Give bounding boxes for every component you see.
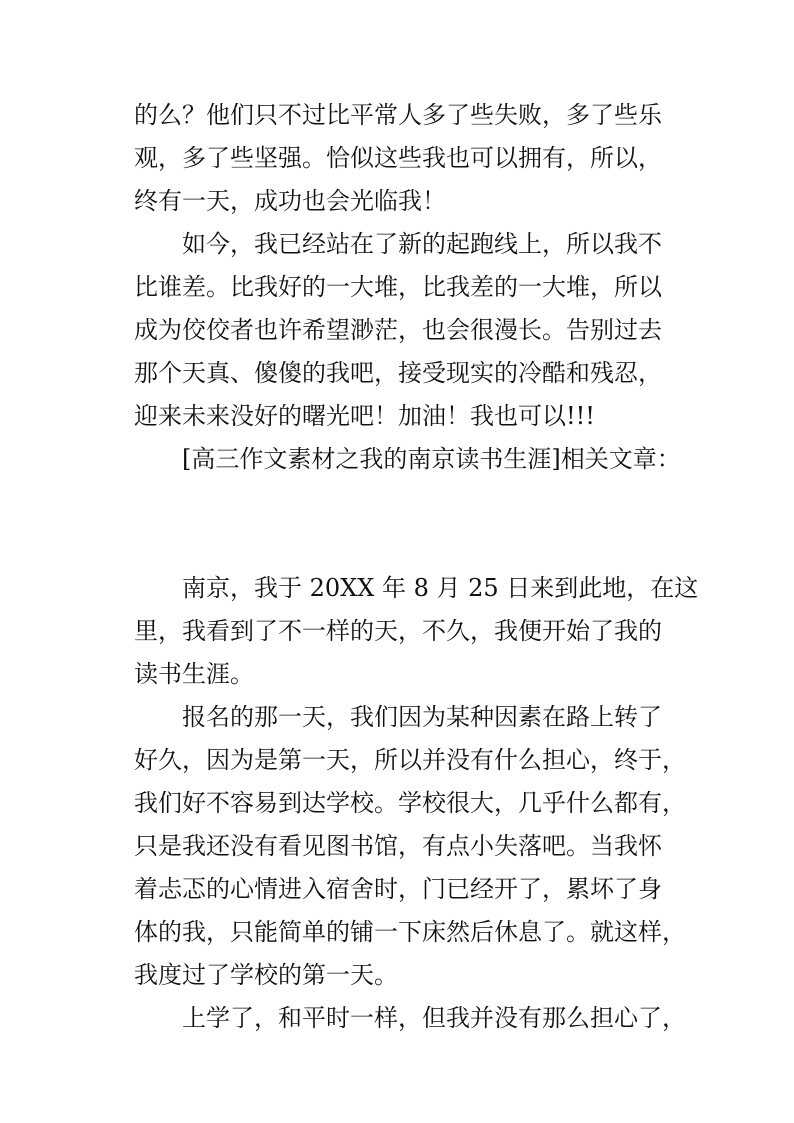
text-line: 好久，因为是第一天，所以并没有什么担心，终于， — [134, 746, 686, 774]
text-line: 比谁差。比我好的一大堆，比我差的一大堆，所以 — [134, 273, 662, 301]
text-line: 体的我，只能简单的铺一下床然后休息了。就这样， — [134, 918, 686, 946]
related-articles-heading: [高三作文素材之我的南京读书生涯]相关文章： — [182, 445, 681, 473]
text-line: 我们好不容易到达学校。学校很大，几乎什么都有， — [134, 789, 686, 817]
text-line: 那个天真、傻傻的我吧，接受现实的冷酷和残忍， — [134, 359, 662, 387]
text-line: 着忐忑的心情进入宿舍时，门已经开了，累坏了身 — [134, 875, 662, 903]
text-line: 读书生涯。 — [134, 660, 254, 688]
text-line: 成为佼佼者也许希望渺茫，也会很漫长。告别过去 — [134, 316, 662, 344]
text-line: 的么？他们只不过比平常人多了些失败，多了些乐 — [134, 101, 662, 129]
paragraph-start-line: 报名的那一天，我们因为某种因素在路上转了 — [182, 703, 662, 731]
text-line: 我度过了学校的第一天。 — [134, 961, 398, 989]
text-line: 迎来未来没好的曙光吧！加油！我也可以!!! — [134, 402, 595, 430]
paragraph-start-line: 南京，我于 20XX 年 8 月 25 日来到此地，在这 — [182, 574, 699, 602]
text-line: 只是我还没有看见图书馆，有点小失落吧。当我怀 — [134, 832, 662, 860]
text-line: 观，多了些坚强。恰似这些我也可以拥有，所以， — [134, 144, 662, 172]
text-line: 终有一天，成功也会光临我！ — [134, 187, 446, 215]
paragraph-start-line: 上学了，和平时一样，但我并没有那么担心了， — [182, 1004, 686, 1032]
text-line: 里，我看到了不一样的天，不久，我便开始了我的 — [134, 617, 662, 645]
paragraph-start-line: 如今，我已经站在了新的起跑线上，所以我不 — [182, 230, 662, 258]
